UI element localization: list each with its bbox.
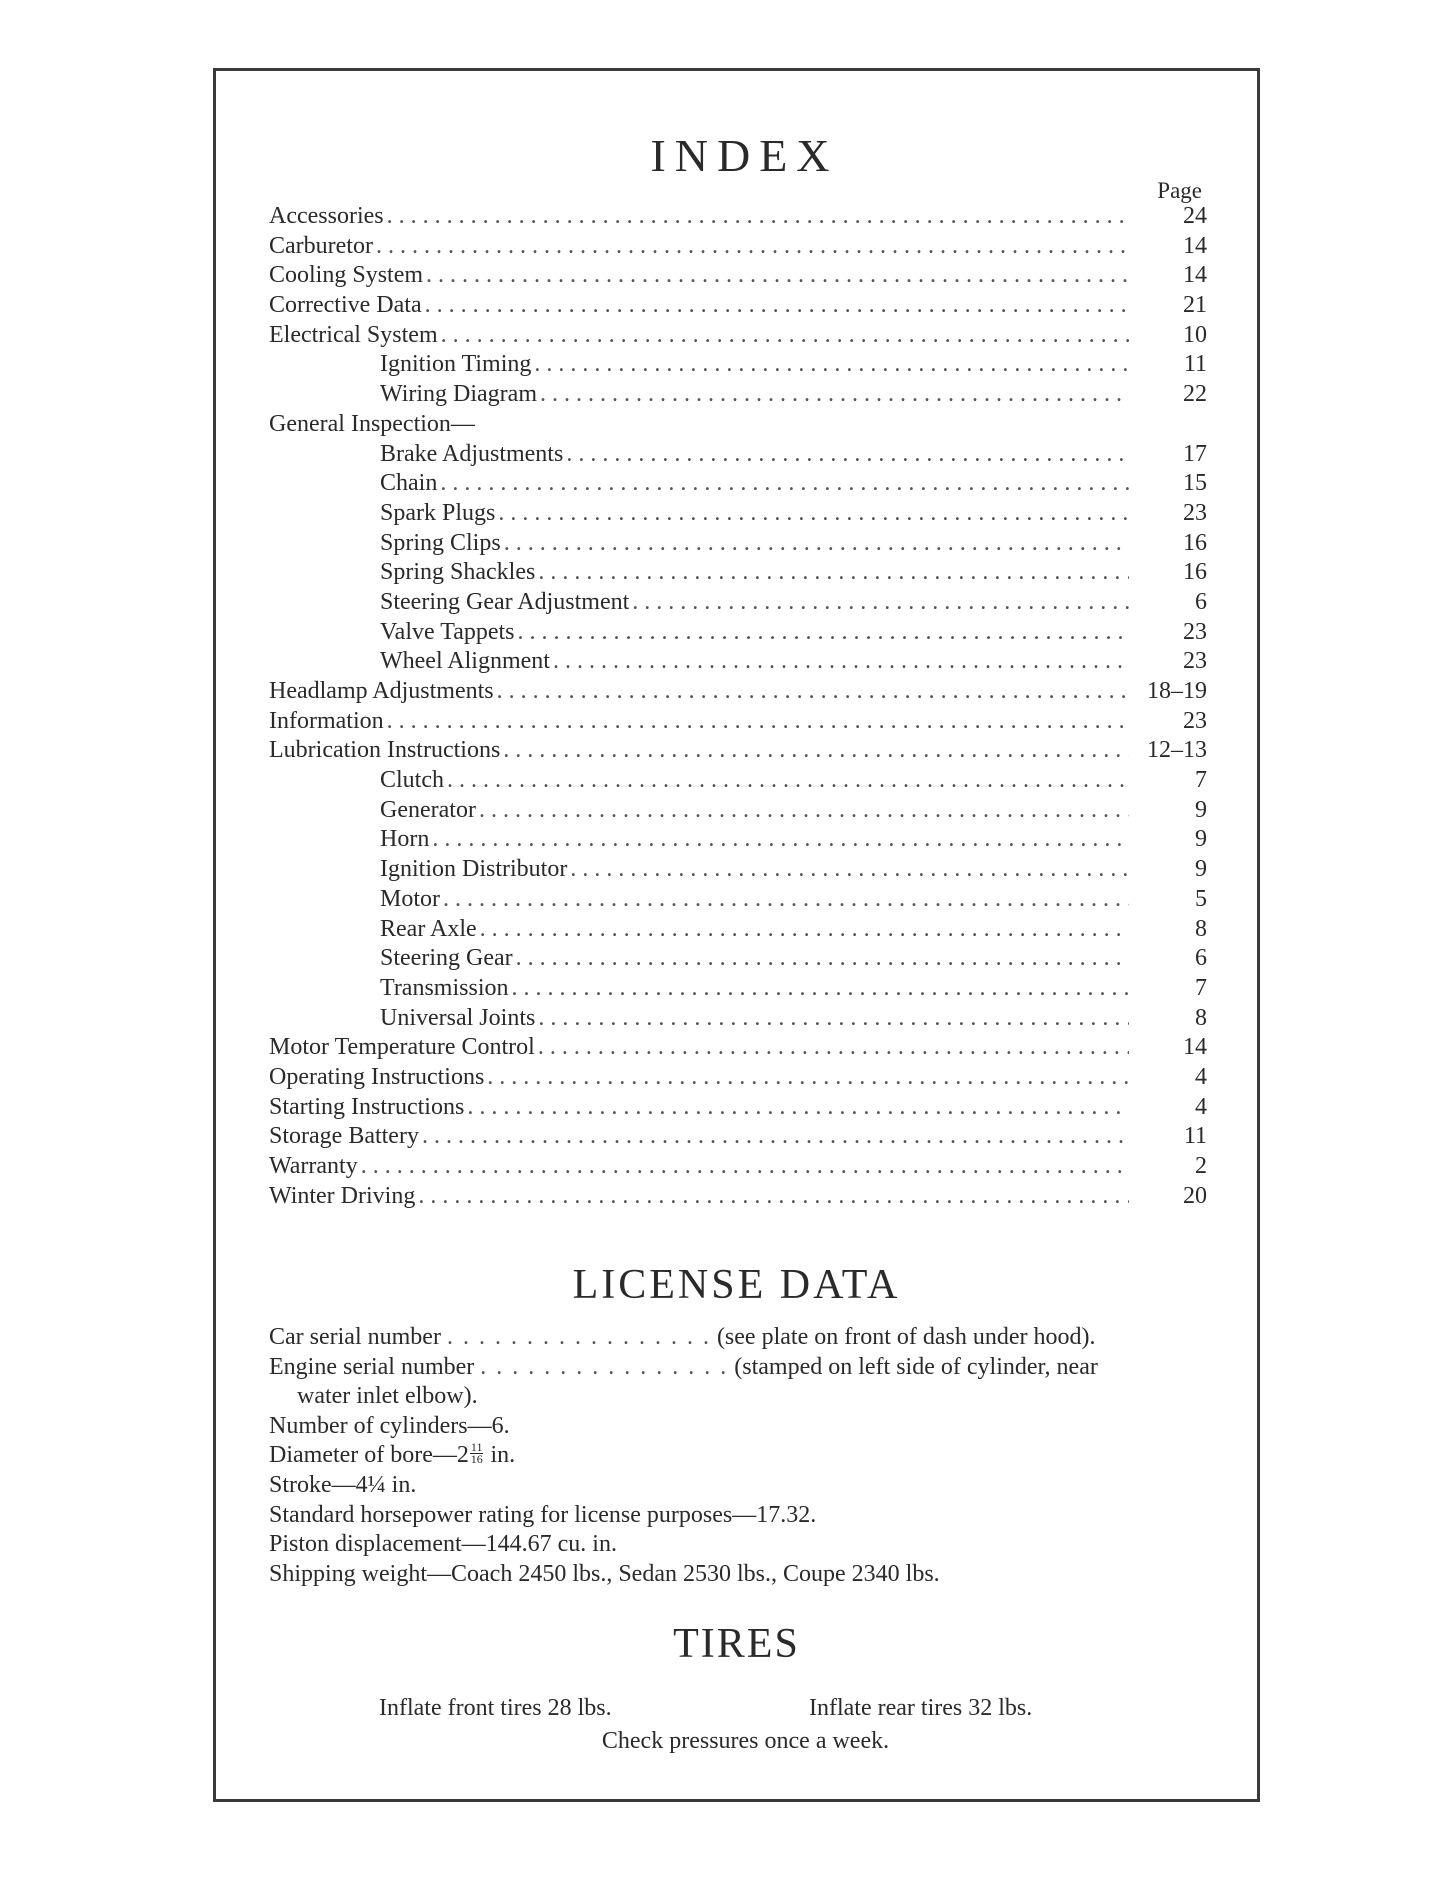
license-data-title: LICENSE DATA xyxy=(572,1262,901,1308)
index-entry xyxy=(269,796,1207,826)
engine-serial-note: (stamped on left side of cylinder, near xyxy=(734,1353,1098,1380)
engine-serial-leader: . . . . . . . . . . . . . . . . xyxy=(480,1353,729,1380)
index-entry-leader xyxy=(498,499,1129,529)
displacement-row: Piston displacement—144.67 cu. in. xyxy=(269,1531,617,1558)
index-entry-page: 20 xyxy=(1183,1182,1207,1209)
index-entry xyxy=(269,766,1207,796)
index-entry-label: General Inspection— xyxy=(269,410,475,437)
tire-check-note: Check pressures once a week. xyxy=(601,1728,890,1754)
bore-fraction-numerator: 11 xyxy=(470,1440,483,1455)
index-entry-label: Wiring Diagram xyxy=(380,381,537,408)
index-entry-label: Valve Tappets xyxy=(380,618,515,645)
index-entry-page: 6 xyxy=(1195,945,1207,972)
page-frame xyxy=(213,68,1260,1802)
bore-suffix: in. xyxy=(484,1442,516,1469)
index-entry-leader xyxy=(376,232,1129,262)
index-entry-page: 23 xyxy=(1183,618,1207,645)
index-entry-leader xyxy=(553,647,1129,677)
index-entry-page: 12–13 xyxy=(1147,737,1207,764)
index-entry-label: Brake Adjustments xyxy=(380,440,564,467)
index-entry-leader xyxy=(497,677,1129,707)
index-entry-page: 5 xyxy=(1195,885,1207,912)
engine-serial-row xyxy=(269,1353,1207,1383)
index-entry-label: Corrective Data xyxy=(269,292,422,319)
index-entry-page: 6 xyxy=(1195,588,1207,615)
cylinders-row: Number of cylinders—6. xyxy=(269,1412,510,1439)
index-entry-page: 21 xyxy=(1183,292,1207,319)
index-entry-leader xyxy=(540,380,1129,410)
index-entry-page: 22 xyxy=(1183,381,1207,408)
index-entry xyxy=(269,1004,1207,1034)
index-entry-leader xyxy=(570,855,1129,885)
index-entry-page: 23 xyxy=(1183,648,1207,675)
index-entry-page: 2 xyxy=(1195,1153,1207,1179)
engine-serial-label: Engine serial number xyxy=(269,1353,475,1380)
index-entry xyxy=(269,558,1207,588)
index-entry xyxy=(269,885,1207,915)
bore-fraction-denominator: 16 xyxy=(470,1452,483,1467)
index-entry-label: Steering Gear xyxy=(380,945,513,972)
index-entry-label: Generator xyxy=(380,796,476,823)
index-entry-page: 4 xyxy=(1195,1063,1207,1090)
index-entry-leader xyxy=(479,796,1129,826)
index-entry xyxy=(269,1093,1207,1123)
index-entry xyxy=(269,736,1207,766)
front-tire-pressure: Inflate front tires 28 lbs. xyxy=(379,1695,612,1721)
index-entry-label: Motor xyxy=(380,885,440,912)
index-entry xyxy=(269,677,1207,707)
index-entry-leader xyxy=(511,974,1129,1004)
index-list xyxy=(269,202,1207,1211)
index-entry-page: 11 xyxy=(1183,1123,1207,1150)
index-entry-leader xyxy=(361,1152,1129,1182)
index-entry-leader xyxy=(443,885,1129,915)
index-entry-leader xyxy=(422,1122,1129,1152)
index-entry-page: 16 xyxy=(1183,529,1207,556)
index-entry xyxy=(269,1182,1207,1212)
index-entry-page: 8 xyxy=(1195,915,1207,942)
index-entry-page: 14 xyxy=(1183,232,1207,259)
index-entry-leader xyxy=(516,944,1129,974)
index-entry-page: 24 xyxy=(1183,203,1207,229)
index-entry xyxy=(269,647,1207,677)
index-entry xyxy=(269,469,1207,499)
index-entry-page: 16 xyxy=(1183,559,1207,586)
index-entry xyxy=(269,380,1207,410)
index-entry-leader xyxy=(467,1093,1129,1123)
car-serial-row xyxy=(269,1323,1207,1353)
index-entry-label: Horn xyxy=(380,826,430,853)
index-entry xyxy=(269,410,1207,440)
index-entry xyxy=(269,855,1207,885)
index-entry-label: Spring Clips xyxy=(380,529,501,556)
index-entry-page: 7 xyxy=(1195,974,1207,1001)
index-entry-label: Clutch xyxy=(380,767,444,794)
index-entry-page: 8 xyxy=(1195,1004,1207,1031)
index-entry-leader xyxy=(418,1182,1129,1212)
index-entry-label: Storage Battery xyxy=(269,1123,419,1150)
index-entry-leader xyxy=(503,736,1129,766)
page-column-heading: Page xyxy=(1157,178,1202,203)
index-entry-label: Carburetor xyxy=(269,232,373,259)
shipping-weight-row: Shipping weight—Coach 2450 lbs., Sedan 2530 lbs., Coupe 2340 lbs. xyxy=(269,1560,940,1587)
index-entry xyxy=(269,944,1207,974)
index-entry-page: 7 xyxy=(1195,767,1207,794)
index-entry xyxy=(269,1122,1207,1152)
index-entry xyxy=(269,232,1207,262)
index-entry xyxy=(269,707,1207,737)
index-entry-label: Starting Instructions xyxy=(269,1093,465,1120)
index-entry-leader xyxy=(425,291,1129,321)
index-entry-label: Steering Gear Adjustment xyxy=(380,588,630,615)
index-entry-page: 15 xyxy=(1183,470,1207,497)
index-entry xyxy=(269,261,1207,291)
index-entry xyxy=(269,291,1207,321)
index-entry xyxy=(269,974,1207,1004)
index-entry-leader xyxy=(538,1033,1129,1063)
index-entry-page: 23 xyxy=(1183,707,1207,734)
index-entry-label: Chain xyxy=(380,470,438,497)
tires-title: TIRES xyxy=(673,1621,800,1667)
car-serial-leader: . . . . . . . . . . . . . . . . . xyxy=(446,1324,711,1350)
index-entry xyxy=(269,825,1207,855)
index-entry-label: Ignition Distributor xyxy=(380,856,568,883)
index-entry-label: Accessories xyxy=(269,203,384,229)
index-entry-leader xyxy=(504,529,1129,559)
index-entry-leader xyxy=(632,588,1129,618)
index-entry-label: Cooling System xyxy=(269,262,424,289)
bore-prefix: Diameter of bore—2 xyxy=(269,1442,469,1469)
index-entry-label: Spark Plugs xyxy=(380,499,496,526)
index-entry-label: Transmission xyxy=(380,974,509,1001)
index-entry-page: 9 xyxy=(1195,856,1207,883)
index-entry-label: Wheel Alignment xyxy=(380,648,550,675)
index-entry-label: Operating Instructions xyxy=(269,1063,485,1090)
index-entry-page: 14 xyxy=(1183,1034,1207,1061)
index-entry xyxy=(269,618,1207,648)
index-entry xyxy=(269,588,1207,618)
index-entry xyxy=(269,499,1207,529)
index-entry-leader xyxy=(534,350,1129,380)
bore-fraction xyxy=(470,1442,484,1465)
index-entry-label: Universal Joints xyxy=(380,1004,536,1031)
engine-serial-note-continued: water inlet elbow). xyxy=(297,1383,478,1410)
index-entry xyxy=(269,1033,1207,1063)
index-entry-leader xyxy=(441,321,1129,351)
index-entry-leader xyxy=(426,261,1129,291)
index-entry-leader xyxy=(480,915,1129,945)
index-entry xyxy=(269,1152,1207,1182)
index-entry-page: 23 xyxy=(1183,499,1207,526)
index-entry-label: Warranty xyxy=(269,1153,358,1179)
index-entry-leader xyxy=(447,766,1129,796)
bore-row xyxy=(269,1441,1207,1471)
license-data-block xyxy=(269,1323,1207,1589)
index-entry xyxy=(269,1063,1207,1093)
index-entry-page: 11 xyxy=(1183,351,1207,378)
index-entry-page: 9 xyxy=(1195,826,1207,853)
index-entry-page: 18–19 xyxy=(1147,678,1207,704)
index-entry-label: Lubrication Instructions xyxy=(269,737,501,764)
index-entry-label: Electrical System xyxy=(269,321,438,348)
index-entry-leader xyxy=(387,707,1129,737)
index-entry-label: Headlamp Adjustments xyxy=(269,678,494,704)
index-entry xyxy=(269,529,1207,559)
index-entry-leader xyxy=(566,440,1129,470)
index-entry-leader xyxy=(487,1063,1129,1093)
index-entry xyxy=(269,202,1207,232)
index-entry-label: Rear Axle xyxy=(380,915,477,942)
index-entry-page: 4 xyxy=(1195,1093,1207,1120)
horsepower-row: Standard horsepower rating for license purposes—17.32. xyxy=(269,1501,817,1528)
index-entry-leader xyxy=(538,558,1129,588)
index-entry xyxy=(269,915,1207,945)
index-entry-page: 10 xyxy=(1183,321,1207,348)
index-entry-leader xyxy=(518,618,1129,648)
car-serial-label: Car serial number xyxy=(269,1324,441,1350)
index-entry xyxy=(269,321,1207,351)
index-entry xyxy=(269,440,1207,470)
index-entry-leader xyxy=(538,1004,1129,1034)
index-entry-leader xyxy=(387,202,1129,232)
index-entry xyxy=(269,350,1207,380)
index-entry-page: 17 xyxy=(1183,440,1207,467)
index-entry-leader xyxy=(432,825,1129,855)
index-entry-page: 14 xyxy=(1183,262,1207,289)
rear-tire-pressure: Inflate rear tires 32 lbs. xyxy=(809,1695,1033,1721)
car-serial-note: (see plate on front of dash under hood). xyxy=(716,1324,1096,1350)
index-entry-label: Winter Driving xyxy=(269,1182,416,1209)
index-entry-leader xyxy=(440,469,1129,499)
index-entry-label: Spring Shackles xyxy=(380,559,536,586)
stroke-row: Stroke—4¼ in. xyxy=(269,1471,417,1498)
index-entry-label: Ignition Timing xyxy=(380,351,532,378)
index-title: INDEX xyxy=(650,130,839,181)
index-entry-page: 9 xyxy=(1195,796,1207,823)
index-entry-label: Motor Temperature Control xyxy=(269,1034,535,1061)
index-entry-label: Information xyxy=(269,707,384,734)
